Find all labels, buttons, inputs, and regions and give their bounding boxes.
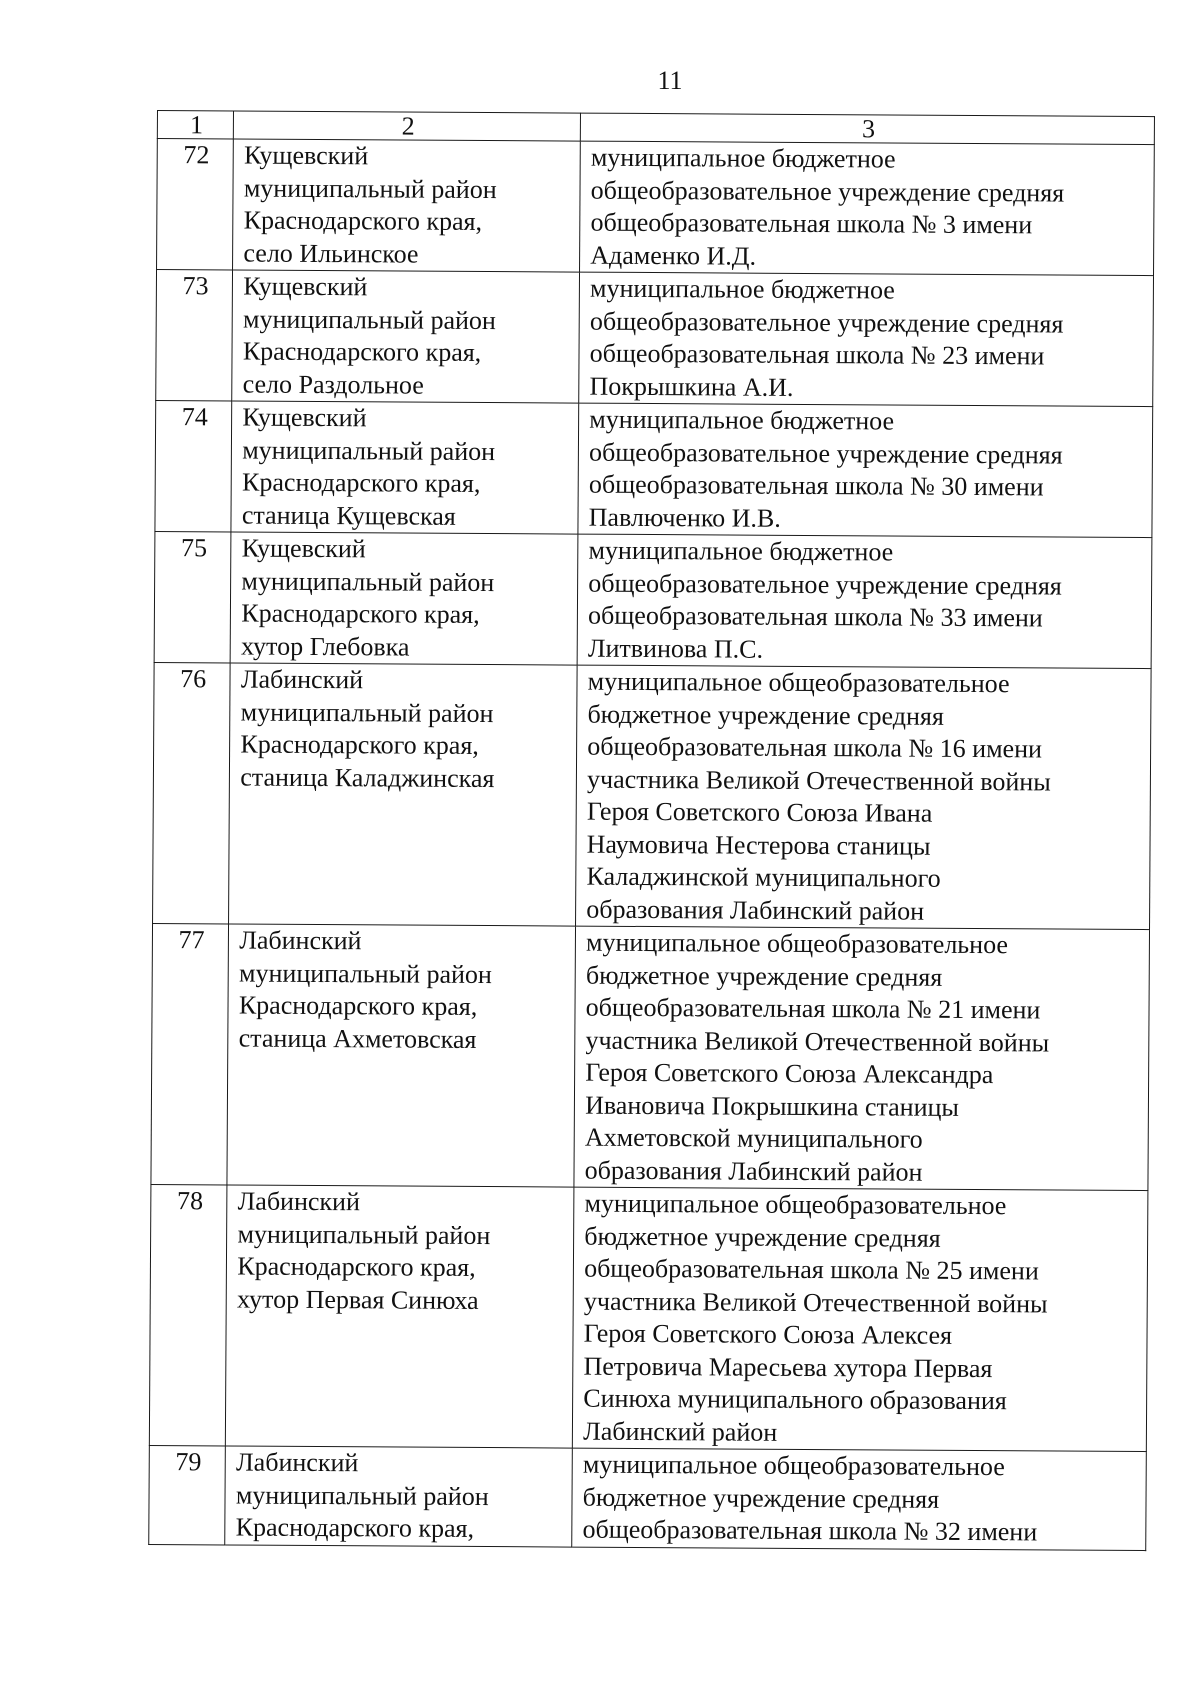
row-number: 72 [157,139,234,270]
row-number: 76 [153,662,231,923]
organization-cell [576,665,1151,930]
organization-line: участника Великой Отечественной войны [587,764,1051,796]
organization-line: Покрышкина А.И. [589,371,794,402]
place-line: Краснодарского края, [240,729,479,760]
row-number: 77 [151,923,229,1184]
organization-line: участника Великой Отечественной войны [583,1286,1048,1318]
table-row [156,270,1154,407]
organization-line: общеобразовательная школа № 33 имени [588,600,1043,633]
place-line: Кущевский [243,271,368,302]
place-line: Краснодарского края, [238,990,478,1021]
place-line: Лабинский [240,664,364,695]
organization-cell [573,1187,1148,1452]
place-line: муниципальный район [242,304,496,335]
organization-line: Ивановича Покрышкина станицы [585,1090,960,1122]
place-line: муниципальный район [239,958,492,989]
page-number: 11 [657,66,683,95]
table-row [155,400,1153,537]
organization-line: общеобразовательное учреждение средняя [588,568,1062,601]
organization-cell [574,926,1149,1191]
place-cell [225,1446,572,1547]
organization-line: общеобразовательная школа № 30 имени [588,469,1044,502]
organization-line: общеобразовательное учреждение средняя [590,175,1065,208]
header-col-number: 1 [157,111,234,139]
table-row [154,531,1152,668]
place-cell [230,532,578,665]
place-cell [226,1185,574,1448]
organization-cell [580,141,1155,276]
table-body [149,139,1155,1551]
organization-line: муниципальное общеобразовательное [586,927,1009,960]
organization-cell [572,1448,1146,1550]
organization-line: Героя Советского Союза Александра [585,1057,994,1090]
organization-line: муниципальное бюджетное [589,404,895,436]
place-line: Кущевский [243,140,369,171]
place-line: Кущевский [242,402,367,433]
organization-line: Героя Советского Союза Ивана [586,796,933,828]
place-line: муниципальный район [240,697,494,728]
place-line: Лабинский [239,925,362,956]
place-cell [232,270,580,403]
organization-line: общеобразовательное учреждение средняя [589,306,1064,339]
organization-line: Синюха муниципального образования [583,1383,1007,1416]
organization-cell [577,534,1152,669]
organization-line: муниципальное бюджетное [590,273,895,305]
place-line: Лабинский [237,1186,361,1217]
organization-line: общеобразовательная школа № 16 имени [587,731,1043,764]
organization-line: Петровича Маресьева хутора Первая [583,1351,993,1383]
organization-line: бюджетное учреждение средняя [584,1221,941,1253]
place-line: село Ильинское [243,238,419,269]
table-row [153,662,1152,929]
place-line: хутор Первая Синюха [237,1284,479,1315]
place-cell [229,663,577,926]
table-row [151,923,1150,1190]
organization-line: бюджетное учреждение средняя [587,699,944,731]
place-cell [227,924,575,1187]
header-col-organization: 3 [581,113,1155,145]
organization-cell [578,403,1153,538]
place-line: станица Кущевская [241,500,456,531]
row-number: 75 [154,531,231,662]
organization-line: Литвинова П.С. [587,633,764,664]
organization-line: образования Лабинский район [586,894,925,926]
place-line: Краснодарского края, [235,1512,475,1543]
header-col-place: 2 [234,111,581,141]
organization-line: Павлюченко И.В. [588,502,781,533]
place-line: муниципальный район [242,435,496,466]
organization-line: Адаменко И.Д. [590,240,757,271]
organization-line: общеобразовательная школа № 32 имени [582,1514,1038,1547]
table-row [149,1445,1147,1550]
place-line: Лабинский [236,1447,359,1478]
place-line: станица Ахметовская [238,1023,477,1054]
organization-line: бюджетное учреждение средняя [582,1482,940,1514]
place-line: Краснодарского края, [243,205,483,236]
organization-line: муниципальное бюджетное [588,535,894,567]
table-row [149,1184,1148,1451]
place-line: Краснодарского края, [242,336,482,367]
organization-line: образования Лабинский район [584,1155,923,1187]
organization-line: Героя Советского Союза Алексея [583,1318,953,1350]
place-line: хутор Глебовка [241,631,410,662]
organization-cell [579,272,1154,407]
place-line: Краснодарского края, [241,598,480,629]
organization-line: общеобразовательная школа № 23 имени [589,338,1045,371]
schools-table [148,110,1155,1551]
place-cell [233,139,581,272]
organization-line: общеобразовательное учреждение средняя [589,437,1063,470]
organization-line: Наумовича Нестерова станицы [586,829,931,861]
place-line: муниципальный район [235,1480,489,1511]
place-line: муниципальный район [243,173,497,204]
organization-line: муниципальное общеобразовательное [587,666,1010,699]
place-cell [231,401,579,534]
organization-line: общеобразовательная школа № 3 имени [590,207,1033,240]
place-line: муниципальный район [241,566,495,597]
organization-line: общеобразовательная школа № 21 имени [585,992,1041,1025]
place-line: село Раздольное [242,369,424,400]
organization-line: муниципальное бюджетное [590,142,896,174]
organization-line: общеобразовательная школа № 25 имени [584,1253,1039,1286]
place-line: Краснодарского края, [241,467,481,498]
table-row [157,139,1155,276]
organization-line: бюджетное учреждение средняя [585,960,943,992]
place-line: станица Каладжинская [240,762,495,793]
place-line: Краснодарского края, [237,1251,476,1282]
place-line: Кущевский [241,533,366,564]
row-number: 79 [149,1445,226,1544]
organization-line: муниципальное общеобразовательное [582,1449,1005,1482]
organization-line: Каладжинской муниципального [586,861,941,893]
organization-line: муниципальное общеобразовательное [584,1188,1007,1221]
organization-line: Ахметовской муниципального [584,1122,923,1154]
organization-line: Лабинский район [583,1416,778,1447]
row-number: 74 [155,400,232,531]
place-line: муниципальный район [237,1219,491,1250]
organization-line: участника Великой Отечественной войны [585,1025,1050,1057]
row-number: 78 [149,1184,227,1445]
row-number: 73 [156,270,233,401]
